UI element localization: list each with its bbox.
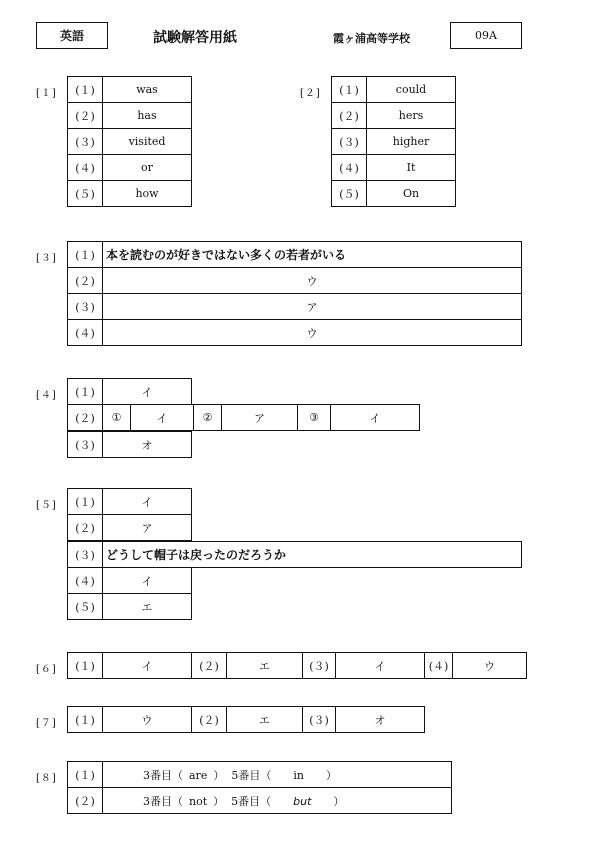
table-row — [68, 242, 522, 268]
q1-answer-4: or — [103, 155, 192, 181]
q8-num-2: (２) — [68, 788, 103, 814]
table-row — [68, 379, 192, 405]
q2-label: [２] — [300, 88, 321, 99]
q1-num-5: (５) — [68, 181, 103, 207]
q2-num-1: (１) — [332, 77, 367, 103]
table-row — [68, 405, 420, 431]
q2-answer-4: It — [367, 155, 456, 181]
q7-num-3: (３) — [303, 707, 336, 733]
q8-fifth-label: 5番目（ — [231, 768, 272, 782]
q5-answer-4: イ — [103, 568, 192, 594]
q4-answer-1: イ — [103, 379, 192, 405]
table-row — [332, 103, 456, 129]
exam-code: 09A — [475, 29, 497, 42]
q8-close: ） — [213, 794, 225, 808]
table-row — [332, 155, 456, 181]
q6-num-2: (２) — [192, 653, 227, 679]
q6-label: [６] — [36, 664, 57, 675]
q4-num-1: (１) — [68, 379, 103, 405]
q8-fifth-2: but — [293, 794, 312, 808]
q6-num-3: (３) — [303, 653, 336, 679]
table-row — [68, 432, 192, 458]
q4-answer-2a: イ — [131, 405, 194, 431]
q6-num-1: (１) — [68, 653, 103, 679]
sheet-title: 試験解答用紙 — [153, 30, 237, 46]
table-row — [332, 129, 456, 155]
q1-answer-3: visited — [103, 129, 192, 155]
q5-num-4: (４) — [68, 568, 103, 594]
q4-answer-2c: イ — [331, 405, 420, 431]
table-row — [68, 77, 192, 103]
q5-num-5: (５) — [68, 594, 103, 620]
q2-num-4: (４) — [332, 155, 367, 181]
q4-circle-2: ② — [194, 405, 222, 431]
q3-answer-4: ウ — [103, 320, 522, 346]
q5-answer-5: エ — [103, 594, 192, 620]
q4-row3-table — [67, 431, 192, 458]
table-row — [68, 515, 192, 541]
q4-circle-3: ③ — [298, 405, 331, 431]
q2-num-2: (２) — [332, 103, 367, 129]
q6-answer-3: イ — [336, 653, 425, 679]
subject-box — [36, 22, 108, 49]
q4-num-2: (２) — [68, 405, 103, 431]
table-row — [68, 155, 192, 181]
q4-answer-2b: ア — [222, 405, 298, 431]
q2-table — [331, 76, 456, 207]
q8-table — [67, 761, 452, 814]
q4-circle-1: ① — [103, 405, 131, 431]
q8-num-1: (１) — [68, 762, 103, 788]
q7-answer-1: ウ — [103, 707, 192, 733]
q4-answer-3: オ — [103, 432, 192, 458]
q2-answer-3: higher — [367, 129, 456, 155]
table-row — [68, 294, 522, 320]
table-row — [68, 568, 192, 594]
q5-table — [67, 488, 192, 541]
q7-answer-3: オ — [336, 707, 425, 733]
q6-answer-1: イ — [103, 653, 192, 679]
q4-num-3: (３) — [68, 432, 103, 458]
q6-answer-4: ウ — [453, 653, 527, 679]
q5-num-1: (１) — [68, 489, 103, 515]
q5-answer-3: どうして帽子は戻ったのだろうか — [103, 542, 522, 568]
table-row — [332, 181, 456, 207]
table-row — [68, 489, 192, 515]
q3-answer-3: ア — [103, 294, 522, 320]
q8-third-label: 3番目（ — [143, 794, 183, 808]
table-row — [68, 594, 192, 620]
table-row — [68, 707, 425, 733]
table-row — [68, 129, 192, 155]
q8-fifth-label: 5番目（ — [231, 794, 272, 808]
q3-label: [３] — [36, 253, 57, 264]
q4-label: [４] — [36, 390, 57, 401]
table-row — [68, 762, 452, 788]
school-name: 霞ヶ浦高等学校 — [333, 32, 410, 45]
q5-answer-2: ア — [103, 515, 192, 541]
q6-answer-2: エ — [227, 653, 303, 679]
q3-num-1: (１) — [68, 242, 103, 268]
table-row — [68, 268, 522, 294]
q5-num-3: (３) — [68, 542, 103, 568]
q2-num-5: (５) — [332, 181, 367, 207]
q8-close: ） — [213, 768, 225, 782]
q1-num-4: (４) — [68, 155, 103, 181]
q1-table — [67, 76, 192, 207]
subject-label: 英語 — [59, 29, 84, 43]
q1-answer-2: has — [103, 103, 192, 129]
q7-label: [７] — [36, 718, 57, 729]
q4-table — [67, 378, 192, 405]
q1-num-1: (１) — [68, 77, 103, 103]
q3-num-4: (４) — [68, 320, 103, 346]
table-row — [68, 788, 452, 814]
q6-table — [67, 652, 527, 679]
table-row — [332, 77, 456, 103]
table-row — [68, 181, 192, 207]
q7-table — [67, 706, 425, 733]
q8-close: ） — [333, 794, 345, 808]
q8-third-2: not — [189, 794, 208, 808]
q5-answer-1: イ — [103, 489, 192, 515]
q1-answer-1: was — [103, 77, 192, 103]
q3-answer-1: 本を読むのが好きではない多くの若者がいる — [103, 242, 522, 268]
q8-third-1: are — [189, 768, 208, 782]
table-row — [68, 320, 522, 346]
q1-label: [１] — [36, 88, 57, 99]
table-row — [68, 542, 522, 568]
q8-label: [８] — [36, 773, 57, 784]
q5-lower-table — [67, 567, 192, 620]
q7-num-2: (２) — [192, 707, 227, 733]
q8-close: ） — [325, 768, 337, 782]
q7-num-1: (１) — [68, 707, 103, 733]
table-row — [68, 653, 527, 679]
q3-table — [67, 241, 522, 346]
q2-answer-2: hers — [367, 103, 456, 129]
q3-num-2: (２) — [68, 268, 103, 294]
q1-answer-5: how — [103, 181, 192, 207]
q6-num-4: (４) — [425, 653, 453, 679]
q5-row3-table — [67, 541, 522, 568]
q2-num-3: (３) — [332, 129, 367, 155]
q8-answer-1 — [103, 762, 452, 788]
code-box — [450, 22, 522, 49]
q1-num-3: (３) — [68, 129, 103, 155]
q8-fifth-1: in — [293, 768, 304, 782]
q5-num-2: (２) — [68, 515, 103, 541]
table-row — [68, 103, 192, 129]
q3-num-3: (３) — [68, 294, 103, 320]
q4-row2-table — [67, 404, 420, 431]
q8-answer-2 — [103, 788, 452, 814]
q7-answer-2: エ — [227, 707, 303, 733]
q1-num-2: (２) — [68, 103, 103, 129]
q2-answer-5: On — [367, 181, 456, 207]
q2-answer-1: could — [367, 77, 456, 103]
q5-label: [５] — [36, 500, 57, 511]
q3-answer-2: ウ — [103, 268, 522, 294]
q8-third-label: 3番目（ — [143, 768, 183, 782]
